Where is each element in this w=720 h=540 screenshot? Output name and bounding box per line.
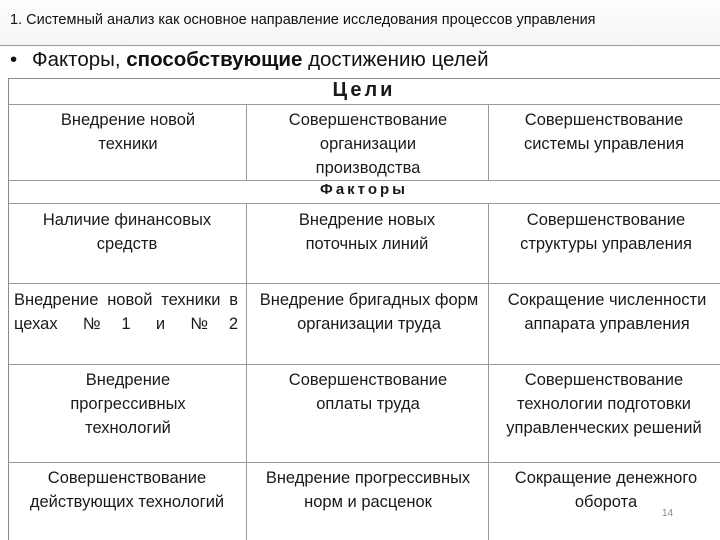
factor-cell: Совершенствование действующих технологий (29, 469, 225, 511)
table-rule (8, 203, 720, 204)
bullet-text-bold: способствующие (126, 48, 303, 71)
factor-cell: Сокращение денежного оборота (514, 469, 698, 511)
slide-title: 1. Системный анализ как основное направление исследования процессов управления (10, 12, 596, 28)
factor-cell: Внедрение бригадных форм организации труда (259, 291, 479, 333)
bullet-text-suffix: достижению целей (302, 48, 489, 71)
goal-cell: Совершенствование организации производства (288, 111, 448, 177)
factor-cell: Внедрение новых поточных линий (298, 211, 436, 253)
bullet-text-prefix: Факторы, (32, 48, 127, 71)
factor-cell: Сокращение численности аппарата управления (507, 291, 707, 333)
factor-cell: Наличие финансовых средств (42, 211, 212, 253)
table-rule (8, 364, 720, 365)
table-rule (8, 104, 720, 105)
goal-cell: Совершенствование системы управления (523, 111, 685, 153)
factor-cell: Внедрение новой техники в цехах №1 и №2 (14, 291, 238, 333)
table-rule (488, 203, 489, 540)
table-rule (8, 462, 720, 463)
page-number: 14 (662, 508, 674, 519)
factor-cell: Внедрение прогрессивных норм и расценок (265, 469, 471, 511)
factor-cell: Совершенствование технологии подготовки управленческих решений (506, 371, 702, 437)
table-rule (246, 203, 247, 540)
bullet-factors (10, 48, 710, 72)
factors-heading: Факторы (320, 181, 408, 198)
factor-cell: Совершенствование оплаты труда (288, 371, 448, 413)
factor-cell: Внедрение прогрессивных технологий (70, 371, 186, 437)
goal-cell: Внедрение новой техники (60, 111, 196, 153)
bullet-marker: • (10, 48, 18, 71)
factor-cell: Совершенствование структуры управления (520, 211, 692, 253)
table-rule (488, 104, 489, 180)
goals-heading: Цели (332, 79, 396, 101)
table-rule (246, 104, 247, 180)
table-rule (8, 283, 720, 284)
